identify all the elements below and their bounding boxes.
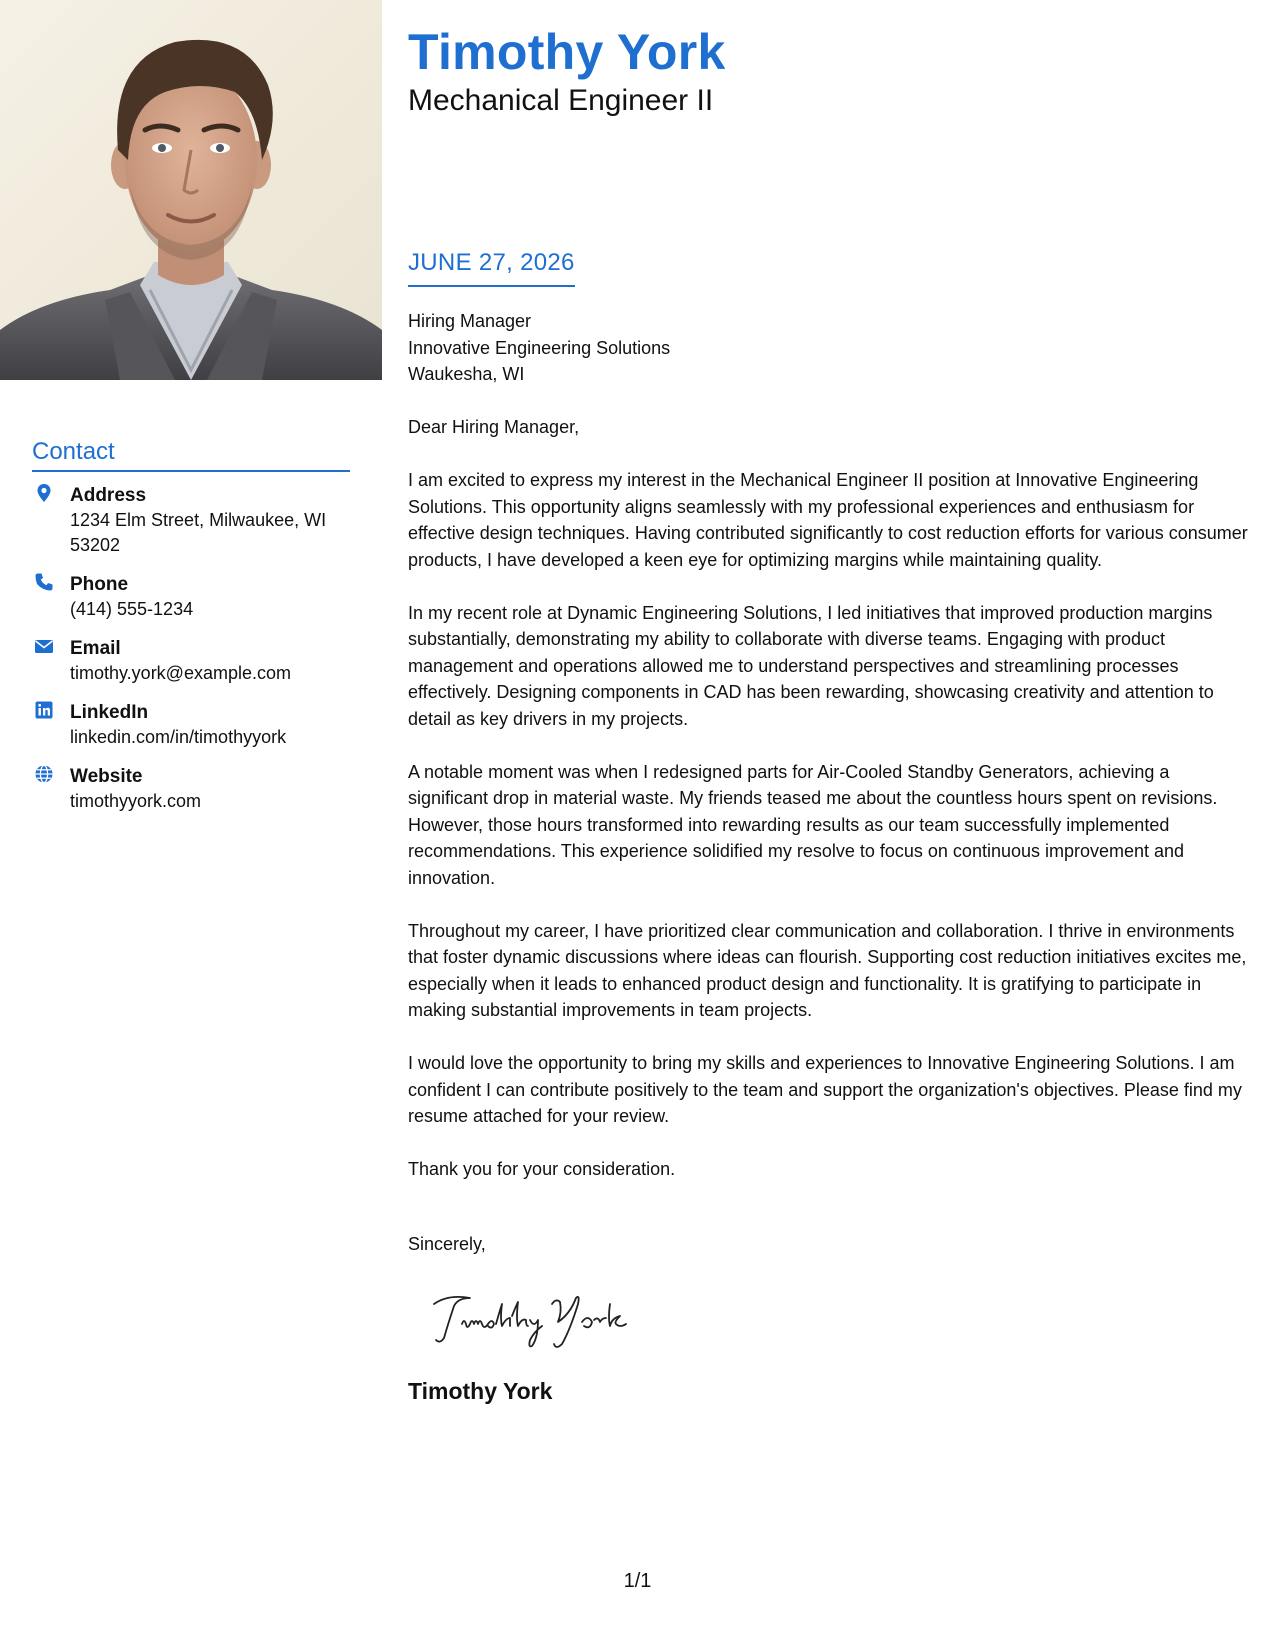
envelope-icon — [34, 636, 54, 656]
contact-value[interactable]: timothyyork.com — [70, 791, 202, 811]
contact-label: Address — [70, 485, 147, 506]
contact-item-website — [32, 764, 362, 814]
paragraph: Thank you for your consideration. — [408, 1159, 676, 1179]
recipient-title: Hiring Manager — [408, 311, 532, 331]
job-title: Mechanical Engineer II — [408, 84, 714, 117]
contact-value: 1234 Elm Street, Milwaukee, WI 53202 — [70, 510, 327, 555]
contact-label: Website — [70, 766, 143, 787]
closing: Sincerely, — [408, 1234, 486, 1254]
paragraph: I am excited to express my interest in the Mechanical Engineer II position at Innovative Engineering Solutions. This opportunity aligns seamlessly with my professional experiences and enthusiasm for effective design techniques. Having contributed significantly to cost reduction efforts for various consumer products, I have developed a keen eye for optimizing margins while maintaining quality. — [408, 470, 1248, 570]
globe-icon — [34, 764, 54, 784]
paragraph: I would love the opportunity to bring my skills and experiences to Innovative Engineering Solutions. I am confident I can contribute positively to the team and support the organization's objectives. Please find my resume attached for your review. — [408, 1053, 1242, 1126]
portrait-illustration — [0, 0, 382, 380]
paragraph: In my recent role at Dynamic Engineering Solutions, I led initiatives that improved production margins substantially, demonstrating my ability to collaborate with diverse teams. Engaging with product management and operations allowed me to understand perspectives and streamlining processes effectively. Designing components in CAD has been rewarding, showcasing creativity and attention to detail as key drivers in my projects. — [408, 602, 1214, 729]
contact-label: Phone — [70, 574, 129, 595]
letter-body — [408, 414, 1253, 1209]
contact-value[interactable]: linkedin.com/in/timothyyork — [70, 727, 287, 747]
paragraph: A notable moment was when I redesigned parts for Air-Cooled Standby Generators, achieving a significant drop in material waste. My friends teased me about the countless hours spent on revisions. However, those hours transformed into rewarding results as our team successfully implemented recommendations. This experience solidified my resolve to focus on continuous improvement and innovation. — [408, 761, 1218, 888]
contact-label: Email — [70, 638, 121, 659]
contact-item-email — [32, 636, 362, 686]
signature-image — [430, 1284, 650, 1354]
location-pin-icon — [34, 483, 54, 503]
contact-heading: Contact — [32, 438, 350, 472]
contact-label: LinkedIn — [70, 702, 149, 723]
recipient-block — [408, 308, 670, 388]
contact-item-linkedin — [32, 700, 362, 750]
contact-value: timothy.york@example.com — [70, 663, 292, 683]
header — [408, 22, 726, 120]
applicant-name: Timothy York — [408, 24, 726, 80]
paragraph: Throughout my career, I have prioritized clear communication and collaboration. I thrive in environments that foster dynamic discussions where ideas can flourish. Supporting cost reduction initiatives excites me, especially when it leads to enhanced product design and functionality. It is gratifying to participate in making substantial improvements in team projects. — [408, 920, 1247, 1020]
portrait-photo — [0, 0, 382, 380]
recipient-company: Innovative Engineering Solutions — [408, 337, 671, 358]
linkedin-icon — [34, 700, 54, 720]
contact-list — [32, 483, 362, 828]
salutation: Dear Hiring Manager, — [408, 417, 580, 437]
letter-date: JUNE 27, 2026 — [408, 249, 575, 287]
handwritten-signature — [430, 1284, 650, 1359]
contact-item-phone — [32, 572, 362, 622]
phone-icon — [34, 572, 54, 592]
signed-name: Timothy York — [408, 1378, 553, 1404]
contact-value: (414) 555-1234 — [70, 599, 194, 619]
contact-item-address — [32, 483, 362, 558]
page-number: 1/1 — [623, 1570, 652, 1592]
recipient-location: Waukesha, WI — [408, 364, 525, 384]
